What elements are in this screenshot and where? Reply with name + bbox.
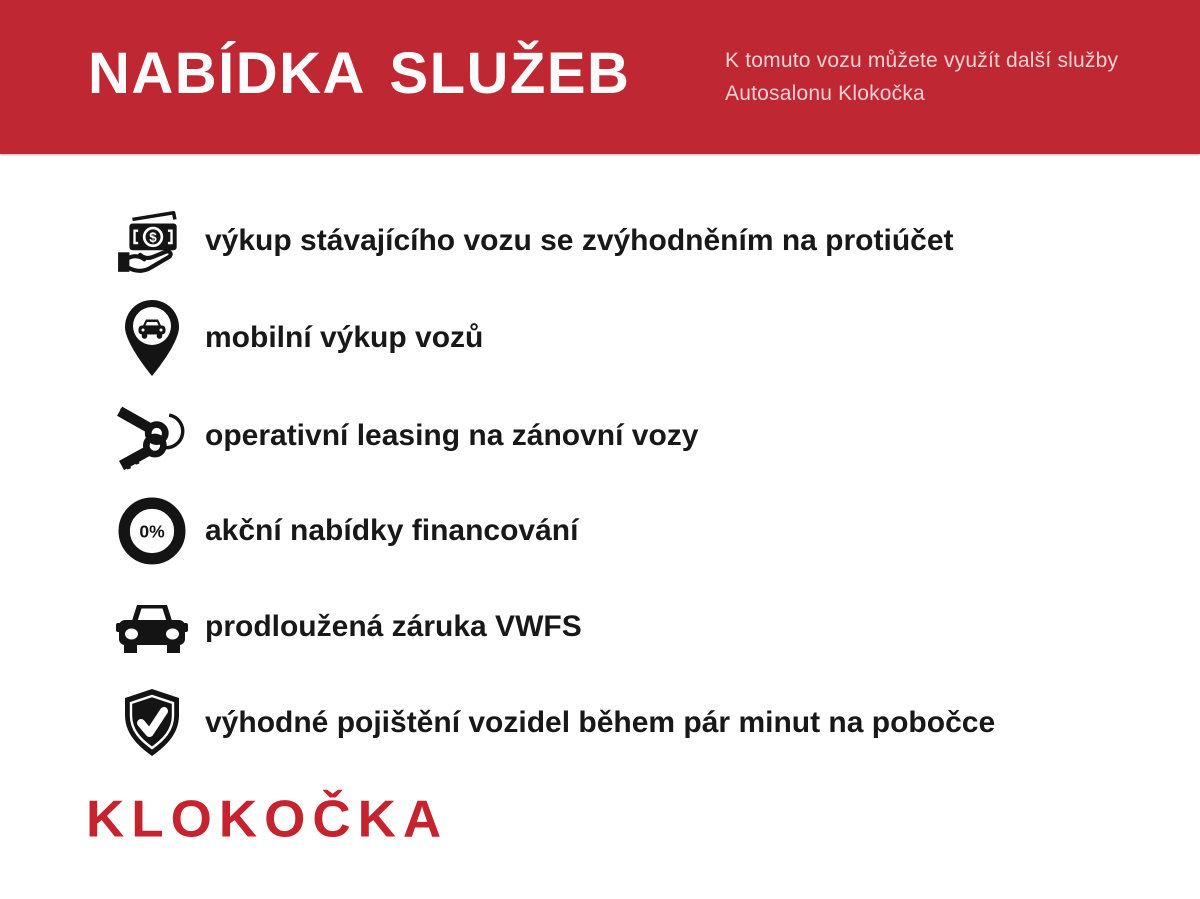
service-label: operativní leasing na zánovní vozy: [205, 419, 699, 452]
dollar-glyph: $: [149, 230, 157, 246]
klokocka-logo: KLOKOČKA: [86, 790, 449, 849]
service-label: výkup stávajícího vozu se zvýhodněním na protiúčet: [205, 224, 954, 257]
zero-percent-icon: [112, 483, 192, 579]
service-item-prodlouzena-zaruka: [112, 579, 1112, 675]
car-front-icon: [112, 579, 192, 675]
service-item-operativni-leasing: [112, 388, 1112, 484]
service-item-pojisteni: [112, 675, 1112, 771]
service-item-akcni-financovani: [112, 483, 1112, 579]
service-item-vykup-protiucet: [112, 193, 1112, 289]
zero-percent-text: 0%: [139, 521, 165, 542]
car-keys-icon: [112, 388, 192, 484]
page-title: NABÍDKA SLUŽEB: [88, 41, 631, 106]
header-banner: [0, 0, 1200, 154]
service-label: prodloužená záruka VWFS: [205, 610, 582, 643]
service-label: mobilní výkup vozů: [205, 321, 484, 354]
shield-check-icon: [112, 675, 192, 771]
service-item-mobilni-vykup: [112, 290, 1112, 386]
header-subtitle-line2: Autosalonu Klokočka: [725, 82, 925, 105]
cash-in-hand-icon: [112, 193, 192, 289]
header-subtitle: [725, 44, 1118, 110]
car-location-pin-icon: [112, 290, 192, 386]
service-label: akční nabídky financování: [205, 514, 579, 547]
header-subtitle-line1: K tomuto vozu můžete využít další služby: [725, 49, 1119, 72]
service-label: výhodné pojištění vozidel během pár minut na pobočce: [205, 706, 996, 739]
